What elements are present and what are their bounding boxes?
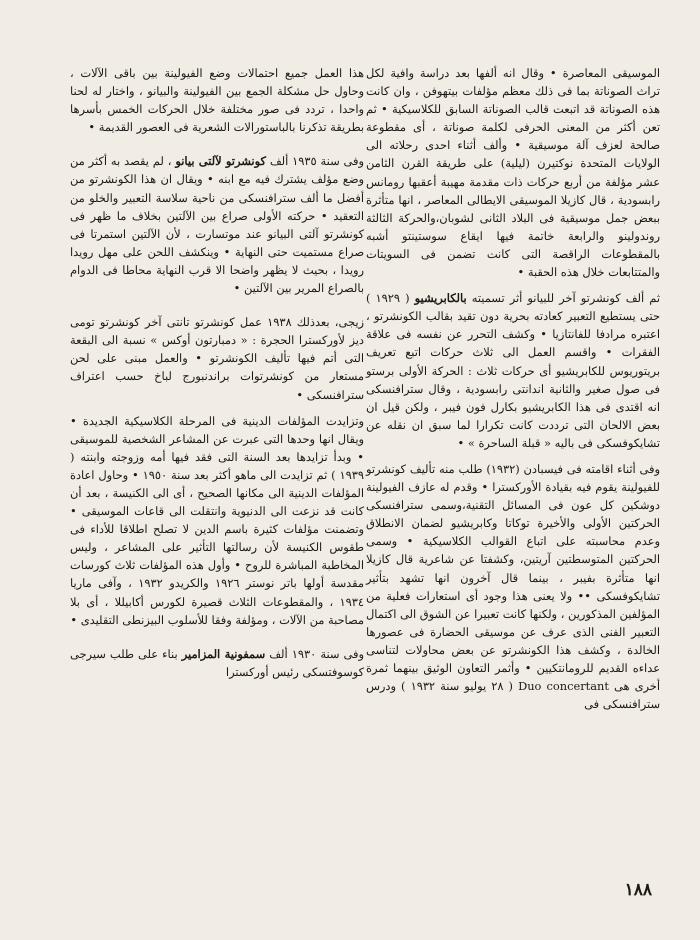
left-text-column xyxy=(70,64,364,689)
paragraph: الموسيقى المعاصرة • وقال انه ألفها بعد دراسة وافية لكل تراث الصوناتة بما فى ذلك معظم مؤلفات بيتهوفن ، وان كانت هذه الصوناتة قد اتبعت قالب الصوناتة السابق للكلاسيكية • ثم تعن أكثر من المعنى الحرفى لكلمة صوناتة ، أى مقطوعة صالحة لعزف آلة موسيقية • وألف أثناء احدى رحلاته الى الولايات المتحدة نوكتيرن (ليلية) على طريقة القرن الثامن عشر مؤلفة من أربع حركات ذات مقدمة مهيبة أعقبها رومانس رابسودية ، قال كازيلا الموسيقى الايطالى المعاصر ، انها متأثرة ببعض جمل موسيقية فى البلاد الثانى لشوبان،والحركة الثالثة روندولينو والرابعة خاتمة فيها ايقاع سوستينتو أشبه بالمقطوعات الراقصة التى كانت تضمن فى السويتات والمتتابعات خلال هذه الحقبة • xyxy=(366,66,660,280)
bold-term: بالكابريشيو xyxy=(414,291,467,306)
page-number: ١٨٨ xyxy=(624,880,652,900)
paragraph: وتزايدت المؤلفات الدينية فى المرحلة الكلاسيكية الجديدة • ويقال انها وحدها التى عبرت عن المشاعر الشخصية للموسيقى • وبدأ تزايدها بعد السنة التى فقد فيها أمه وزوجته وابنته ( ١٩٣٩ ) ثم تزايدت الى ماهو أكثر بعد سنة ١٩٥٠ • وحاول اعادة المؤلفات الدينية الى مكانها الصحيح ، أى الى الكنيسة ، بعد أن كانت قد نزعت الى الدنيوية وانتقلت الى قاعات الموسيقى • وتضمنت مؤلفات كثيرة باسم الدين لا تصلح اطلاقا للأداء فى طقوس الكنيسة لأن رسالتها التأثير على المشاعر ، وليس المخاطبة المباشرة للروح • وأول هذه المؤلفات ثلاث كورسات مقدسة أولها باتر نوستر ١٩٢٦ والكريدو ١٩٣٢ ، وآفى ماريا ١٩٣٤ ، والمقطوعات الثلاث قصيرة لكورس أكابيللا ، أى بلا مصاحبة من الآلات ، ومؤلفة وفقا للأسلوب البيزنطى التقليدى • xyxy=(70,413,364,627)
paragraph-lead: وفى سنة ١٩٣٠ ألف xyxy=(269,646,365,661)
paragraph-text: بناء على طلب سيرجى كوسوفتسكى رئيس أوركسترا xyxy=(70,646,364,679)
paragraph: وفى أثناء اقامته فى فيسبادن (١٩٣٢) طلب منه تأليف كونشرتو للفيولينة يقوم فيه بقيادة الأوركسترا • وقدم له عازف الفيولينة دوشكين كل عون فى المسائل التقنية،وسمى سترافنسكى الحركتين الأولى والأخيرة توكاتا وكابريشيو لضمان الانطلاق وعدم محاسبته على اتباع القوالب الكلاسيكية • وسمى الحركتين المتوسطتين آريتين، وكشفتا عن شاعرية قال كازيلا انها متأثرة بفيبر ، بينما قال آخرون انها تشهد بتأثير تشايكوفسكى •• ولا يعنى هذا وجود أى استعارات فعلية من المؤلفين المذكورين ، ولكنها كانت تعبيرا عن الشوق الى اكتمال التعبير الفنى الذى عرف عن موسيقى الحضارة فى عصورها الخالدة ، وكشف هذا الكونشرتو عن بعض محاولات لتناسى عداءه القديم للرومانتكيين • وأثمر التعاون الوثيق بينهما ثمرة أخرى هى Duo concertant ( ٢٨ يوليو سنة ١٩٣٢ ) ودرس سترافنسكى فى xyxy=(366,461,660,712)
paragraph-lead: وفى سنة ١٩٣٥ ألف xyxy=(269,154,364,169)
paragraph xyxy=(366,289,660,452)
paragraph-text: ( ١٩٢٩ ) حتى يستطيع التعبير كعادته بحرية دون تقيد بقالب الكونشرتو ، اعتبره مرادفا للفانتازيا • وكشف التحرر عن نفسه فى علاقة الفقرات • واقسم العمل الى ثلاث حركات اتبع تعريف بريتوريوس للكابريشيو أى حركات ثلاث : الحركة الأولى برستو فى صول صغير والثانية اندانتى رابسودية ، وقال سترافنسكى انه اقتدى فى هذا الكابريشيو بكارل فون فيبر ، ولكن قيل ان بعض الالحان التى ترددت كانت تكرارا لما سبق ان نقله عن تشايكوفسكى فى باليه « قبلة الساحرة » • xyxy=(366,291,660,450)
paragraph: زيجى، بعدذلك ١٩٣٨ عمل كونشرتو تانتى آخر كونشرتو تومى ديز لأوركسترا الحجرة : « دمبارتون أوكس » نسبة الى البقعة التى أتم فيها تأليف الكونشرتو • والعمل مبنى على لحن مستعار من كونشرتوات براندنبورج لباخ حسب اعتراف سترافنسكى • xyxy=(70,315,364,402)
bold-term: كونشرتو لآلتى بيانو xyxy=(175,154,266,169)
bold-term: سمفونية المزامير xyxy=(181,646,266,661)
paragraph: هذا العمل جميع احتمالات وضع الفيولينة بين باقى الآلات ، وحاول حل مشكلة الجمع بين الفيولينة والبيانو ، واختار له لحنا واحدا ، تردد فى صور مختلفة خلال الحركات الخمس بأسرها بطريقة تذكرنا بالباستورالات الشعرية فى العصور القديمة • xyxy=(70,66,364,135)
paragraph xyxy=(70,152,364,297)
paragraph-lead: ثم ألف كونشرتو آخر للبيانو أثر تسميته xyxy=(471,291,661,306)
right-text-column xyxy=(366,64,660,721)
paragraph xyxy=(70,645,364,681)
paragraph-text: ، لم يقصد به أكثر من وضع مؤلف يشترك فيه مع ابنه • ويقال ان هذا الكونشرتو من أفضل ما ألف سترافنسكى من ناحية سلاسة التعبير والخلو من التعقيد • حركته الأولى صراع بين الآلتين بخلاف ما ظهر فى كونشرتو آلتى البيانو عند موتسارت ، لأن الآلتين استمرتا فى صراع مستميت حتى النهاية • وينكشف اللحن على مهل رويدا رويدا ، بحيث لا يظهر واضحا الا قرب النهاية محاطا فى الدوام بالصراع المرير بين الآلتين • xyxy=(70,154,364,296)
